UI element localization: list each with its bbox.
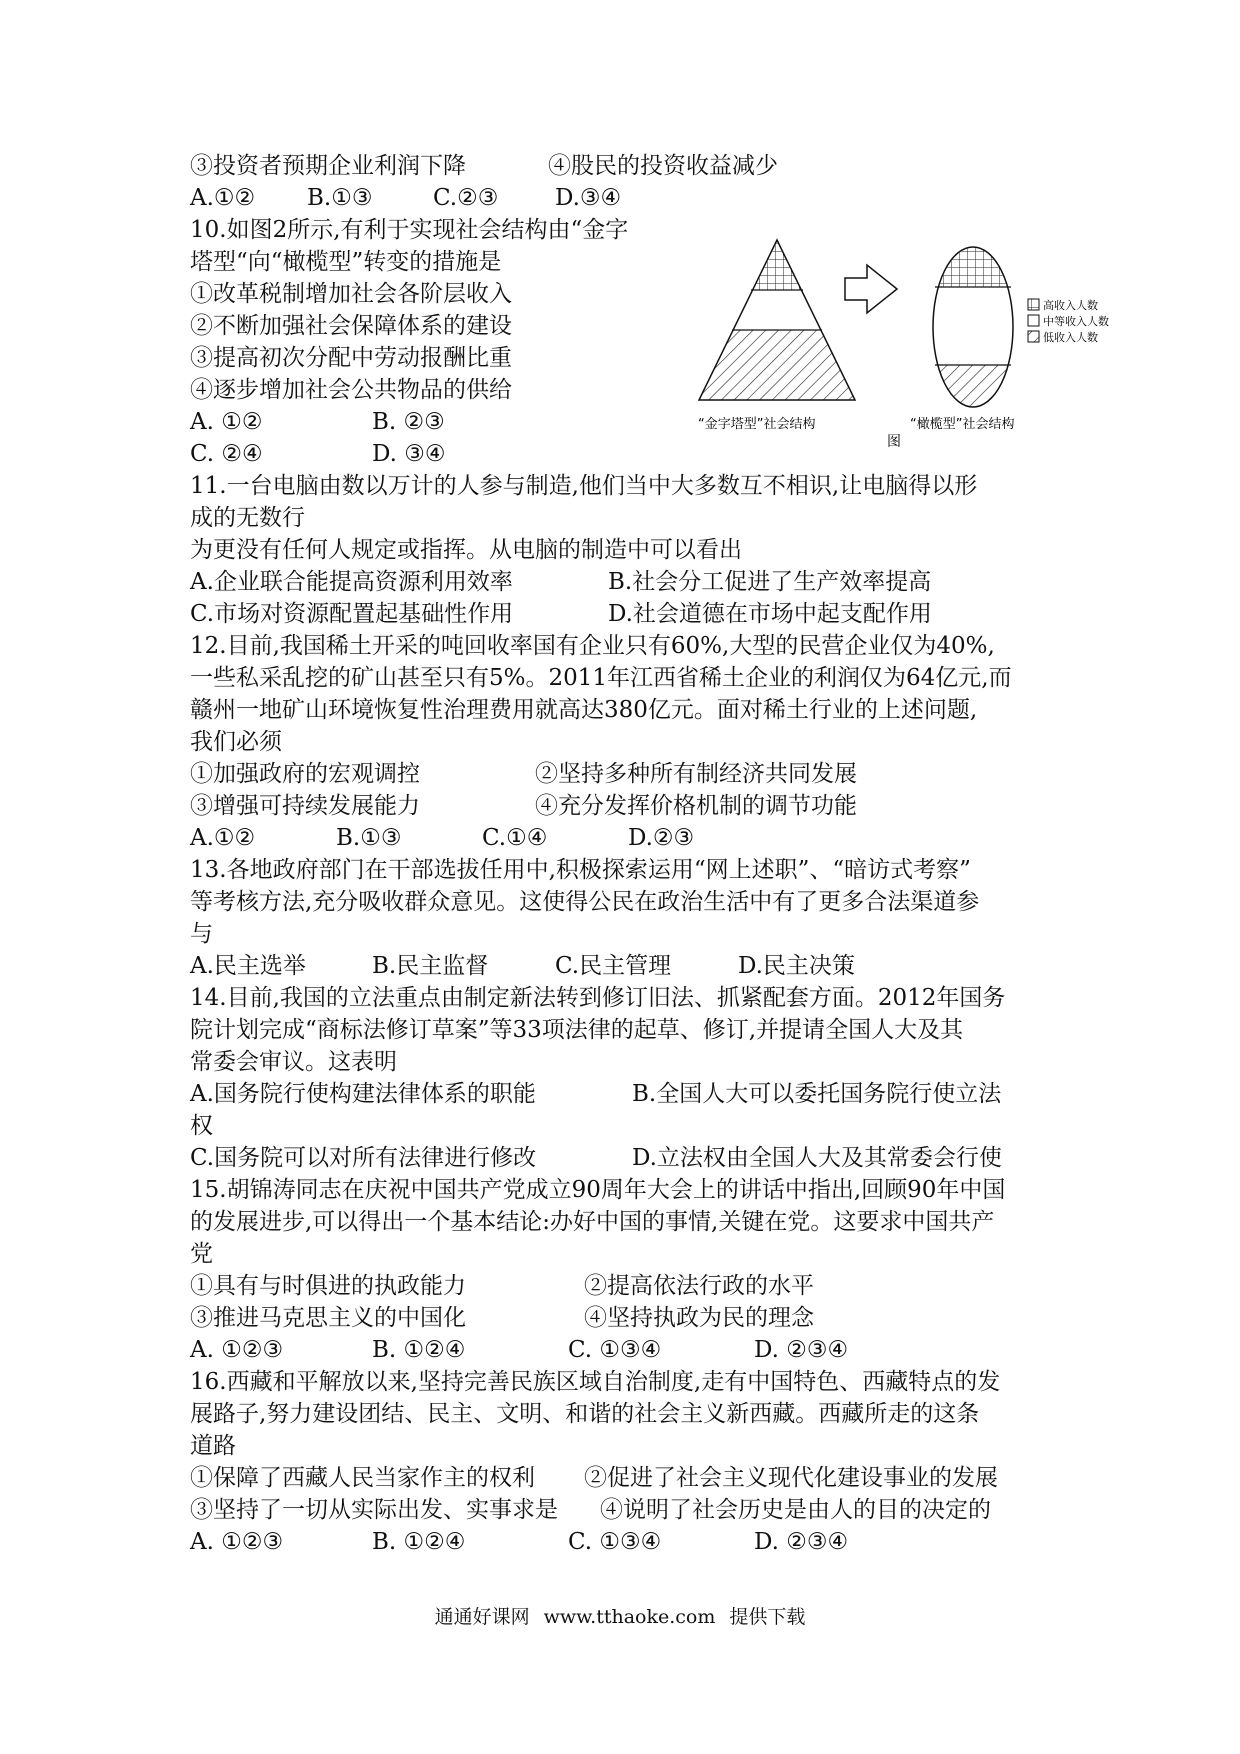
q10-option-4: ④逐步增加社会公共物品的供给 [190,377,512,403]
q10-stem-line-2: 塔型“向“橄榄型”转变的措施是 [190,249,502,275]
olive-caption: “橄榄型”社会结构 [910,417,1015,432]
q11-choice-a: A.企业联合能提高资源利用效率 [190,569,513,595]
q9-choice-a: A.①② [190,185,256,211]
legend-high-income: 高收入人数 [1043,299,1098,312]
q11-choice-b: B.社会分工促进了生产效率提高 [608,569,932,595]
q15-option-1: ①具有与时俱进的执政能力 [190,1273,466,1299]
q16-choice-b: B. ①②④ [372,1529,466,1555]
q12-option-2: ②坚持多种所有制经济共同发展 [535,761,857,787]
q14-choice-a: A.国务院行使构建法律体系的职能 [190,1081,536,1107]
q12-choice-a: A.①② [190,825,256,851]
footer-url[interactable]: www.tthaoke.com [543,1606,716,1628]
q9-option-3: ③投资者预期企业利润下降 [190,153,466,179]
transition-arrow-icon [845,265,897,313]
q14-choice-c: C.国务院可以对所有法律进行修改 [190,1145,537,1171]
q12-stem-line-4: 我们必须 [190,729,282,755]
q16-option-2: ②促进了社会主义现代化建设事业的发展 [584,1465,998,1491]
olive-shape [925,235,1025,415]
q10-option-3: ③提高初次分配中劳动报酬比重 [190,345,512,371]
social-structure-figure [695,235,1109,450]
q14-stem-line-1: 14.目前,我国的立法重点由制定新法转到修订旧法、抓紧配套方面。2012年国务 [190,985,1006,1011]
q12-option-3: ③增强可持续发展能力 [190,793,420,819]
q14-choice-b-continued: 权 [190,1113,213,1139]
q16-option-4: ④说明了社会历史是由人的目的决定的 [600,1497,991,1523]
q16-stem-line-3: 道路 [190,1433,236,1459]
q16-stem-line-1: 16.西藏和平解放以来,坚持完善民族区域自治制度,走有中国特色、西藏特点的发 [190,1369,1001,1395]
q15-option-4: ④坚持执政为民的理念 [584,1305,814,1331]
page-footer [0,1603,1240,1631]
q15-choice-c: C. ①③④ [568,1337,662,1363]
q15-option-2: ②提高依法行政的水平 [584,1273,814,1299]
pyramid-high-income-band [695,235,865,290]
q14-choice-b: B.全国人大可以委托国务院行使立法 [632,1081,1002,1107]
pyramid-shape [695,235,865,405]
q15-stem-line-2: 的发展进步,可以得出一个基本结论:办好中国的事情,关键在党。这要求中国共产 [190,1209,995,1235]
q9-choice-c: C.②③ [433,185,499,211]
q10-option-2: ②不断加强社会保障体系的建设 [190,313,512,339]
q11-choice-c: C.市场对资源配置起基础性作用 [190,601,514,627]
q15-choice-d: D. ②③④ [754,1337,849,1363]
q16-choice-a: A. ①②③ [190,1529,284,1555]
q12-stem-line-1: 12.目前,我国稀土开采的吨回收率国有企业只有60%,大型的民营企业仅为40%, [190,633,995,659]
q10-stem-line-1: 10.如图2所示,有利于实现社会结构由“金字 [190,217,629,243]
q16-stem-line-2: 展路子,努力建设团结、民主、文明、和谐的社会主义新西藏。西藏所走的这条 [190,1401,980,1427]
q16-choice-c: C. ①③④ [568,1529,662,1555]
q10-choice-d: D. ③④ [372,441,446,467]
q9-choice-b: B.①③ [307,185,373,211]
olive-high-income-band [925,235,1025,287]
q14-choice-d: D.立法权由全国人大及其常委会行使 [632,1145,1002,1171]
q13-choice-a: A.民主选举 [190,953,306,979]
q11-choice-d: D.社会道德在市场中起支配作用 [608,601,932,627]
figure-legend [1028,298,1109,344]
q12-stem-line-2: 一些私采乱挖的矿山甚至只有5%。2011年江西省稀土企业的利润仅为64亿元,而 [190,665,1012,691]
q15-stem-line-1: 15.胡锦涛同志在庆祝中国共产党成立90周年大会上的讲话中指出,回顾90年中国 [190,1177,1006,1203]
pyramid-middle-income-band [695,290,865,330]
q13-choice-d: D.民主决策 [738,953,855,979]
figure-label: 图 [887,434,901,450]
q16-choice-d: D. ②③④ [754,1529,849,1555]
q9-option-4: ④股民的投资收益减少 [548,153,778,179]
q15-choice-b: B. ①②④ [372,1337,466,1363]
legend-low-income: 低收入人数 [1043,331,1098,344]
q11-stem-line-2: 成的无数行 [190,505,305,531]
footer-site-name: 通通好课网 [434,1606,530,1628]
q13-stem-line-3: 与 [190,921,213,947]
q11-stem-line-1: 11.一台电脑由数以万计的人参与制造,他们当中大多数互不相识,让电脑得以形 [190,473,978,499]
q12-choice-c: C.①④ [482,825,548,851]
q11-stem-line-3: 为更没有任何人规定或指挥。从电脑的制造中可以看出 [190,537,742,563]
pyramid-caption: “金字塔型”社会结构 [698,417,816,432]
q10-option-1: ①改革税制增加社会各阶层收入 [190,281,512,307]
q9-choice-d: D.③④ [555,185,622,211]
q14-stem-line-3: 常委会审议。这表明 [190,1049,397,1075]
q13-stem-line-2: 等考核方法,充分吸收群众意见。这使得公民在政治生活中有了更多合法渠道参 [190,889,980,915]
footer-note: 提供下载 [729,1606,806,1628]
q12-choice-d: D.②③ [628,825,695,851]
q10-choice-b: B. ②③ [372,409,445,435]
q16-option-3: ③坚持了一切从实际出发、实事求是 [190,1497,558,1523]
q12-option-1: ①加强政府的宏观调控 [190,761,420,787]
q16-option-1: ①保障了西藏人民当家作主的权利 [190,1465,535,1491]
q12-choice-b: B.①③ [336,825,402,851]
q13-choice-b: B.民主监督 [372,953,489,979]
q13-choice-c: C.民主管理 [555,953,672,979]
q15-stem-line-3: 党 [190,1241,213,1267]
q15-choice-a: A. ①②③ [190,1337,284,1363]
q10-choice-c: C. ②④ [190,441,263,467]
q12-stem-line-3: 赣州一地矿山环境恢复性治理费用就高达380亿元。面对稀土行业的上述问题, [190,697,978,723]
q13-stem-line-1: 13.各地政府部门在干部选拔任用中,积极探索运用“网上述职”、“暗访式考察” [190,857,971,883]
q12-option-4: ④充分发挥价格机制的调节功能 [535,793,857,819]
q14-stem-line-2: 院计划完成“商标法修订草案”等33项法律的起草、修订,并提请全国人大及其 [190,1017,964,1043]
q15-option-3: ③推进马克思主义的中国化 [190,1305,466,1331]
legend-middle-income: 中等收入人数 [1043,315,1109,328]
q10-choice-a: A. ①② [190,409,263,435]
